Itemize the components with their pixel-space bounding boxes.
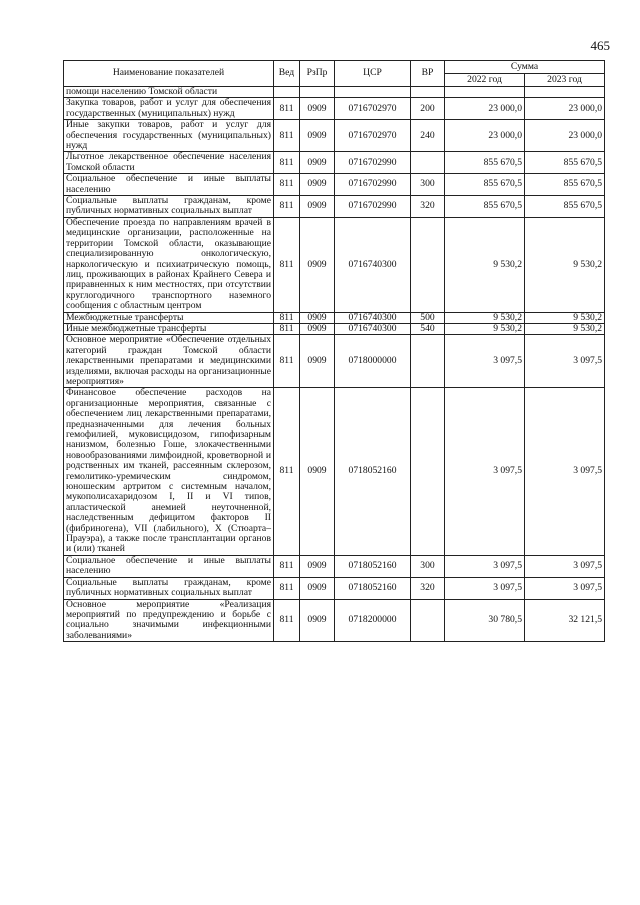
table-row [64,312,605,323]
cell-ved: 811 [274,323,300,334]
table-row [64,323,605,334]
cell-rzpr: 0909 [300,174,335,196]
budget-table [63,60,605,642]
cell-rzpr: 0909 [300,388,335,556]
header-name: Наименование показателей [64,61,274,87]
cell-name: Иные межбюджетные трансферты [64,323,274,334]
cell-name: Межбюджетные трансферты [64,312,274,323]
cell-csr: 0716740300 [335,217,411,312]
cell-vr: 300 [411,555,445,577]
table-row [64,152,605,174]
cell-name: Закупка товаров, работ и услуг для обеспечения государственных (муниципальных) нужд [64,98,274,120]
cell-vr [411,335,445,388]
cell-vr [411,217,445,312]
cell-ved: 811 [274,217,300,312]
cell-name: Социальное обеспечение и иные выплаты населению [64,555,274,577]
table-row [64,599,605,642]
cell-ved: 811 [274,98,300,120]
cell-vr: 320 [411,196,445,218]
cell-rzpr: 0909 [300,98,335,120]
cell-sum-2022: 3 097,5 [445,388,525,556]
cell-ved: 811 [274,388,300,556]
cell-name: Основное мероприятие «Реализация мероприятий по предупреждению и борьбе с социально значимыми инфекционными заболеваниями» [64,599,274,642]
header-rzpr: РзПр [300,61,335,87]
table-row [64,120,605,152]
cell-sum-2022: 23 000,0 [445,120,525,152]
cell-name: помощи населению Томской области [64,87,274,98]
cell-name: Социальное обеспечение и иные выплаты населению [64,174,274,196]
cell-vr [411,599,445,642]
cell-vr [411,87,445,98]
cell-rzpr: 0909 [300,323,335,334]
table-row [64,555,605,577]
cell-sum-2023: 3 097,5 [525,555,605,577]
cell-sum-2023: 23 000,0 [525,120,605,152]
cell-vr: 240 [411,120,445,152]
header-year-2023: 2023 год [525,74,605,87]
cell-name: Льготное лекарственное обеспечение населения Томской области [64,152,274,174]
header-vr: ВР [411,61,445,87]
cell-vr: 200 [411,98,445,120]
cell-ved: 811 [274,152,300,174]
cell-rzpr: 0909 [300,555,335,577]
cell-name: Социальные выплаты гражданам, кроме публичных нормативных социальных выплат [64,577,274,599]
cell-csr: 0718000000 [335,335,411,388]
cell-rzpr: 0909 [300,152,335,174]
cell-csr [335,87,411,98]
table-row [64,196,605,218]
cell-sum-2023: 855 670,5 [525,174,605,196]
cell-ved: 811 [274,335,300,388]
cell-name: Обеспечение проезда по направлениям врачей в медицинские организации, расположенные на территории Томской области, оказывающие специализированную онкологическую, наркологическую и психиатрическую помощь, лиц, проживающих в районах Крайнего Севера и приравненных к ним местностях, при отсутствии круглогодичного транспортного наземного сообщения с областным центром [64,217,274,312]
cell-rzpr: 0909 [300,599,335,642]
cell-ved [274,87,300,98]
table-row [64,388,605,556]
header-ved: Вед [274,61,300,87]
cell-sum-2022: 9 530,2 [445,217,525,312]
cell-sum-2022: 855 670,5 [445,196,525,218]
cell-sum-2023: 9 530,2 [525,312,605,323]
cell-rzpr: 0909 [300,196,335,218]
header-year-2022: 2022 год [445,74,525,87]
cell-sum-2023: 855 670,5 [525,152,605,174]
cell-sum-2023: 3 097,5 [525,388,605,556]
cell-rzpr: 0909 [300,217,335,312]
cell-sum-2023: 9 530,2 [525,217,605,312]
cell-ved: 811 [274,555,300,577]
cell-vr [411,388,445,556]
cell-csr: 0716702990 [335,152,411,174]
table-row [64,217,605,312]
cell-vr: 320 [411,577,445,599]
cell-rzpr [300,87,335,98]
cell-sum-2023: 855 670,5 [525,196,605,218]
cell-name: Финансовое обеспечение расходов на организационные мероприятия, связанные с обеспечением лиц лекарственными препаратами, предназначенными для лечения больных гемофилией, муковисцидозом, гипофизарным нанизмом, болезнью Гоше, злокачественными новообразованиями лимфоидной, кроветворной и родственных им тканей, рассеянным склерозом, гемолитико-уремическим синдромом, юношеским артритом с системным началом, мукополисахаридозом I, II и VI типов, апластической анемией неуточненной, наследственным дефицитом факторов II (фибриногена), VII (лабильного), X (Стюарта–Прауэра), а также после трансплантации органов и (или) тканей [64,388,274,556]
cell-vr: 300 [411,174,445,196]
table-row [64,335,605,388]
cell-sum-2023: 3 097,5 [525,577,605,599]
cell-rzpr: 0909 [300,335,335,388]
cell-csr: 0716740300 [335,323,411,334]
header-csr: ЦСР [335,61,411,87]
header-sum: Сумма [445,61,605,74]
cell-rzpr: 0909 [300,577,335,599]
cell-ved: 811 [274,312,300,323]
cell-sum-2022: 855 670,5 [445,174,525,196]
cell-csr: 0716702990 [335,174,411,196]
cell-csr: 0718052160 [335,577,411,599]
cell-csr: 0718052160 [335,388,411,556]
table-row [64,577,605,599]
cell-csr: 0716740300 [335,312,411,323]
cell-ved: 811 [274,174,300,196]
cell-sum-2022: 23 000,0 [445,98,525,120]
cell-ved: 811 [274,196,300,218]
cell-sum-2022: 3 097,5 [445,577,525,599]
cell-name: Основное мероприятие «Обеспечение отдельных категорий граждан Томской области лекарственными препаратами и медицинскими изделиями, включая расходы на организационные мероприятия» [64,335,274,388]
cell-sum-2022: 855 670,5 [445,152,525,174]
cell-csr: 0718052160 [335,555,411,577]
cell-ved: 811 [274,577,300,599]
table-row [64,98,605,120]
cell-ved: 811 [274,120,300,152]
table-row [64,87,605,98]
page-number: 465 [590,38,610,53]
cell-sum-2023: 32 121,5 [525,599,605,642]
cell-csr: 0716702990 [335,196,411,218]
cell-sum-2022 [445,87,525,98]
cell-csr: 0718200000 [335,599,411,642]
cell-sum-2022: 9 530,2 [445,323,525,334]
cell-sum-2023 [525,87,605,98]
cell-sum-2022: 3 097,5 [445,335,525,388]
table-row [64,174,605,196]
cell-sum-2022: 3 097,5 [445,555,525,577]
cell-name: Социальные выплаты гражданам, кроме публичных нормативных социальных выплат [64,196,274,218]
cell-sum-2022: 30 780,5 [445,599,525,642]
cell-rzpr: 0909 [300,120,335,152]
cell-sum-2023: 23 000,0 [525,98,605,120]
header-row [64,61,605,74]
cell-vr: 500 [411,312,445,323]
cell-csr: 0716702970 [335,120,411,152]
cell-name: Иные закупки товаров, работ и услуг для обеспечения государственных (муниципальных) нужд [64,120,274,152]
cell-rzpr: 0909 [300,312,335,323]
cell-ved: 811 [274,599,300,642]
cell-sum-2023: 3 097,5 [525,335,605,388]
cell-vr [411,152,445,174]
cell-sum-2022: 9 530,2 [445,312,525,323]
cell-csr: 0716702970 [335,98,411,120]
cell-vr: 540 [411,323,445,334]
cell-sum-2023: 9 530,2 [525,323,605,334]
